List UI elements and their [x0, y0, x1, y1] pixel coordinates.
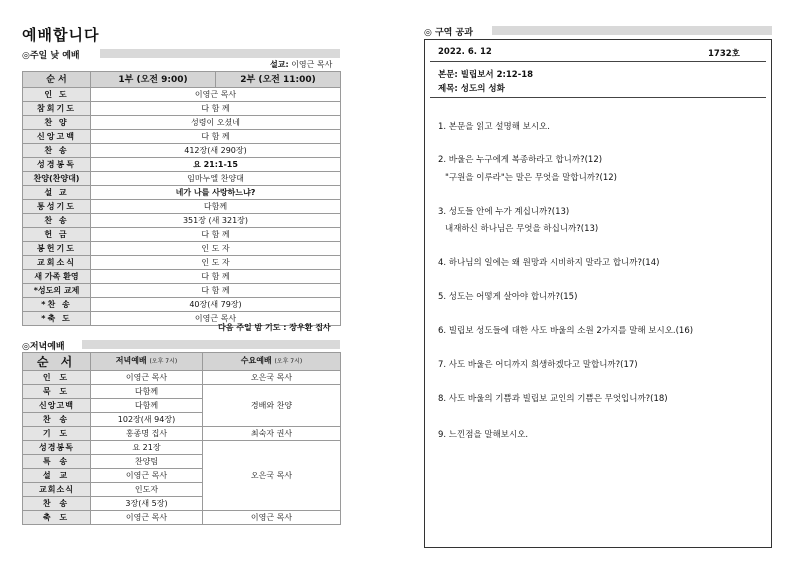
row-label: 새 가족 환영 [23, 270, 91, 284]
sun-value: 이영근 목사 [91, 511, 203, 525]
row-label: 찬 송 [23, 144, 91, 158]
row-value: 351장 (새 321장) [91, 214, 341, 228]
evening-order-table [22, 352, 341, 525]
row-label: 묵 도 [23, 385, 91, 399]
question-item: 7. 사도 바울은 어디까지 희생하겠다고 말합니까?(17) [438, 360, 638, 370]
sun-value: 102장(새 94장) [91, 413, 203, 427]
row-label: *찬 송 [23, 298, 91, 312]
sunday-order-table [22, 71, 341, 326]
row-value: 다 함 께 [91, 102, 341, 116]
next-prayer-line [218, 322, 331, 333]
col-sunday-evening: 저녁예배 (오후 7시) [91, 353, 203, 371]
divider [430, 97, 766, 98]
row-value: 40장(새 79장) [91, 298, 341, 312]
row-label: 찬 송 [23, 413, 91, 427]
row-value: 412장(새 290장) [91, 144, 341, 158]
next-prayer-label: 다음 주일 밤 기도 : [218, 323, 287, 332]
issue-number: 1732호 [708, 49, 740, 59]
row-value: 다 함 께 [91, 228, 341, 242]
section-bar [82, 340, 340, 349]
sun-value: 다함께 [91, 385, 203, 399]
row-label: *성도의 교제 [23, 284, 91, 298]
wed-value: 오은국 목사 [203, 441, 341, 511]
sermon-label: 설교: [270, 60, 289, 69]
row-value: 이영근 목사 [91, 312, 341, 326]
row-label: 교회소식 [23, 483, 91, 497]
row-label: 특 송 [23, 455, 91, 469]
section-bar [492, 26, 772, 35]
col-order: 순 서 [23, 72, 91, 88]
evening-section-title: ◎저녁예배 [22, 342, 65, 352]
row-label: 성경봉독 [23, 158, 91, 172]
wed-value: 최숙자 권사 [203, 427, 341, 441]
question-item: "구원을 이루라"는 말은 무엇을 말합니까?(12) [445, 173, 617, 183]
row-label: 설 교 [23, 186, 91, 200]
row-value: 성령이 오셨네 [91, 116, 341, 130]
question-item: 6. 빌립보 성도들에 대한 사도 바울의 소원 2가지를 말해 보시오.(16) [438, 326, 694, 336]
sun-value: 이영근 목사 [91, 371, 203, 385]
row-value: 다 함 께 [91, 270, 341, 284]
row-label: 축 도 [23, 511, 91, 525]
row-label: 신앙고백 [23, 130, 91, 144]
page-title: 예배합니다 [22, 26, 100, 44]
question-item: 4. 하나님의 일에는 왜 원망과 시비하지 말라고 합니까?(14) [438, 258, 660, 268]
row-value: 다함께 [91, 200, 341, 214]
divider [430, 61, 766, 62]
sun-value: 찬양팀 [91, 455, 203, 469]
col-wednesday: 수요예배 (오후 7시) [203, 353, 341, 371]
row-label: 설 교 [23, 469, 91, 483]
row-label: 교회소식 [23, 256, 91, 270]
sun-value: 요 21장 [91, 441, 203, 455]
row-label: 찬 송 [23, 214, 91, 228]
sunday-section-title: ◎주일 낮 예배 [22, 51, 80, 61]
study-passage: 본문: 빌립보서 2:12-18 [438, 70, 534, 80]
row-value: 인 도 자 [91, 242, 341, 256]
question-item: 3. 성도들 안에 누가 계십니까?(13) [438, 207, 570, 217]
wed-value: 경배와 찬양 [203, 385, 341, 427]
row-label: 참회기도 [23, 102, 91, 116]
wed-value: 이영근 목사 [203, 511, 341, 525]
sermon-preacher: 이영근 목사 [291, 60, 333, 69]
row-label: 성경봉독 [23, 441, 91, 455]
row-value: 이영근 목사 [91, 88, 341, 102]
row-label: 인 도 [23, 371, 91, 385]
row-value: 다 함 께 [91, 130, 341, 144]
sun-value: 인도자 [91, 483, 203, 497]
question-item: 1. 본문을 읽고 설명해 보시오. [438, 122, 550, 132]
row-value: 요 21:1-15 [91, 158, 341, 172]
question-item: 내재하신 하나님은 무엇을 하십니까?(13) [445, 224, 599, 234]
col-order: 순 서 [23, 353, 91, 371]
sermon-line [270, 59, 332, 70]
study-subject: 제목: 성도의 성화 [438, 84, 505, 94]
row-label: 기 도 [23, 427, 91, 441]
sun-value: 3장(새 5장) [91, 497, 203, 511]
question-item: 2. 바울은 누구에게 복종하라고 합니까?(12) [438, 155, 603, 165]
row-value: 다 함 께 [91, 284, 341, 298]
row-value: 인 도 자 [91, 256, 341, 270]
question-item: 8. 사도 바울의 기쁨과 빌립보 교인의 기쁨은 무엇입니까?(18) [438, 394, 668, 404]
row-label: 찬양(찬양대) [23, 172, 91, 186]
row-label: 헌 금 [23, 228, 91, 242]
sermon-title: 네가 나를 사랑하느냐? [91, 186, 341, 200]
wed-value: 오은국 목사 [203, 371, 341, 385]
sun-value: 다함께 [91, 399, 203, 413]
row-label: 찬 양 [23, 116, 91, 130]
row-label: 인 도 [23, 88, 91, 102]
row-label: 신앙고백 [23, 399, 91, 413]
row-value: 임마누엘 찬양대 [91, 172, 341, 186]
study-section-title: ◎ 구역 공과 [424, 28, 473, 38]
section-bar [100, 49, 340, 58]
row-label: 통성기도 [23, 200, 91, 214]
study-date: 2022. 6. 12 [438, 47, 492, 57]
row-label: *축 도 [23, 312, 91, 326]
col-second-service: 2부 (오전 11:00) [216, 72, 341, 88]
sun-value: 홍종명 집사 [91, 427, 203, 441]
next-prayer-name: 장우환 집사 [289, 323, 331, 332]
col-first-service: 1부 (오전 9:00) [91, 72, 216, 88]
row-label: 봉헌기도 [23, 242, 91, 256]
row-label: 찬 송 [23, 497, 91, 511]
question-item: 9. 느낀점을 말해보시오. [438, 430, 529, 440]
sun-value: 이영근 목사 [91, 469, 203, 483]
question-item: 5. 성도는 어떻게 살아야 합니까?(15) [438, 292, 578, 302]
